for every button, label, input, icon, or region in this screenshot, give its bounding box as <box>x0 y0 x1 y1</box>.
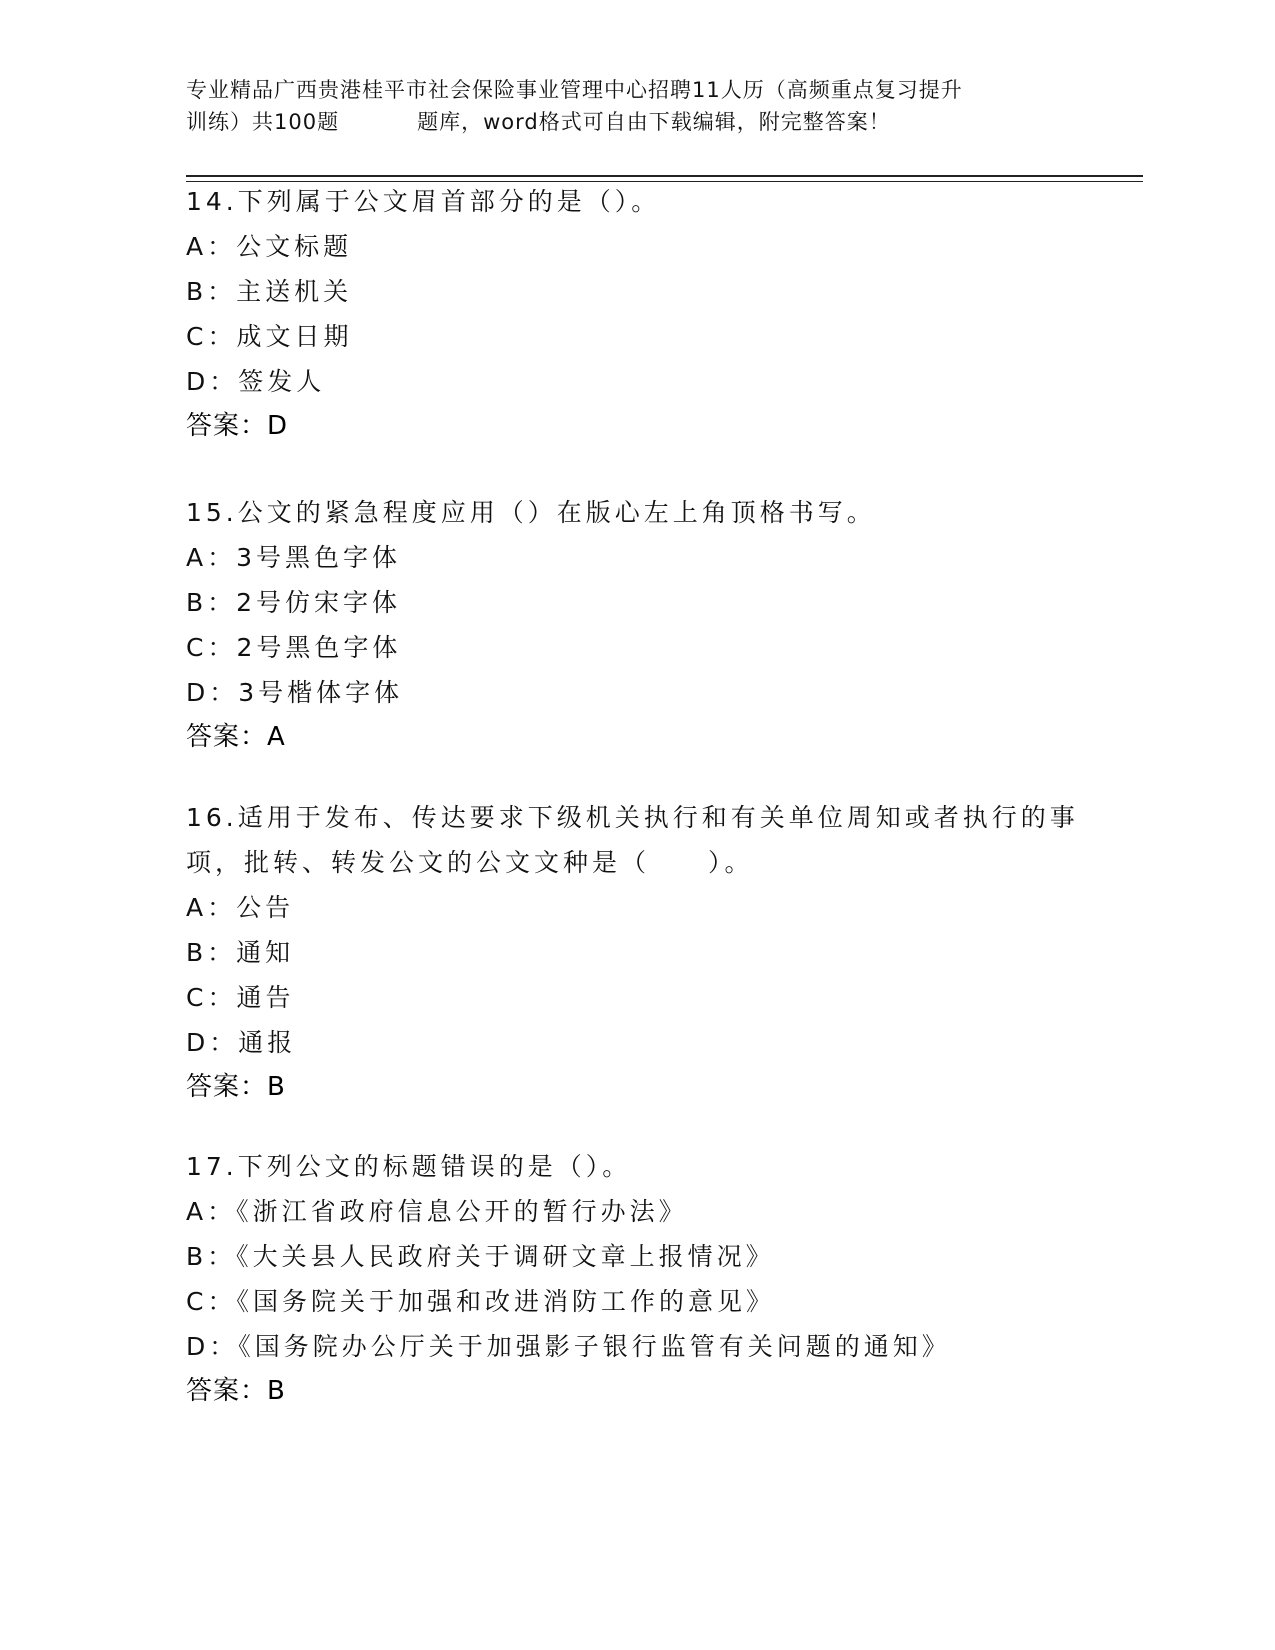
answer: 答案：A <box>186 722 286 752</box>
option-d: D：《国务院办公厅关于加强影子银行监管有关问题的通知》 <box>186 1332 951 1361</box>
question-17 <box>186 1144 1086 1414</box>
question-stem: 17.下列公文的标题错误的是（）。 <box>186 1152 632 1181</box>
option-c: C：2号黑色字体 <box>186 633 402 662</box>
question-stem-line-1: 16.适用于发布、传达要求下级机关执行和有关单位周知或者执行的事 <box>186 803 1079 832</box>
question-stem: 14.下列属于公文眉首部分的是（）。 <box>186 187 661 216</box>
question-16 <box>186 795 1086 1110</box>
option-c: C：《国务院关于加强和改进消防工作的意见》 <box>186 1287 775 1316</box>
option-b: B：主送机关 <box>186 277 353 306</box>
header-line-2 <box>186 106 1086 138</box>
question-stem-line-2: 项，批转、转发公文的公文文种是（ ）。 <box>186 848 754 877</box>
option-b: B：2号仿宋字体 <box>186 588 402 617</box>
option-d: D：3号楷体字体 <box>186 678 404 707</box>
header-line-1: 专业精品广西贵港桂平市社会保险事业管理中心招聘11人历（高频重点复习提升 <box>186 78 963 102</box>
question-15 <box>186 490 1086 760</box>
option-a: A：3号黑色字体 <box>186 543 402 572</box>
option-c: C：成文日期 <box>186 322 353 351</box>
answer: 答案：B <box>186 1072 286 1102</box>
option-b: B：《大关县人民政府关于调研文章上报情况》 <box>186 1242 775 1271</box>
question-stem: 15.公文的紧急程度应用（）在版心左上角顶格书写。 <box>186 498 876 527</box>
option-d: D：通报 <box>186 1028 297 1057</box>
option-b: B：通知 <box>186 938 295 967</box>
answer: 答案：B <box>186 1376 286 1406</box>
option-d: D：签发人 <box>186 367 326 396</box>
option-a: A：公告 <box>186 893 295 922</box>
question-14 <box>186 179 1086 449</box>
header-line-2-left: 训练）共100题 <box>186 110 340 134</box>
answer: 答案：D <box>186 411 289 441</box>
header-divider-thick <box>186 175 1143 177</box>
option-c: C：通告 <box>186 983 295 1012</box>
header-line-2-right: 题库，word格式可自由下载编辑，附完整答案！ <box>417 110 891 134</box>
option-a: A：公文标题 <box>186 232 353 261</box>
option-a: A：《浙江省政府信息公开的暂行办法》 <box>186 1197 688 1226</box>
document-header <box>186 74 1086 138</box>
